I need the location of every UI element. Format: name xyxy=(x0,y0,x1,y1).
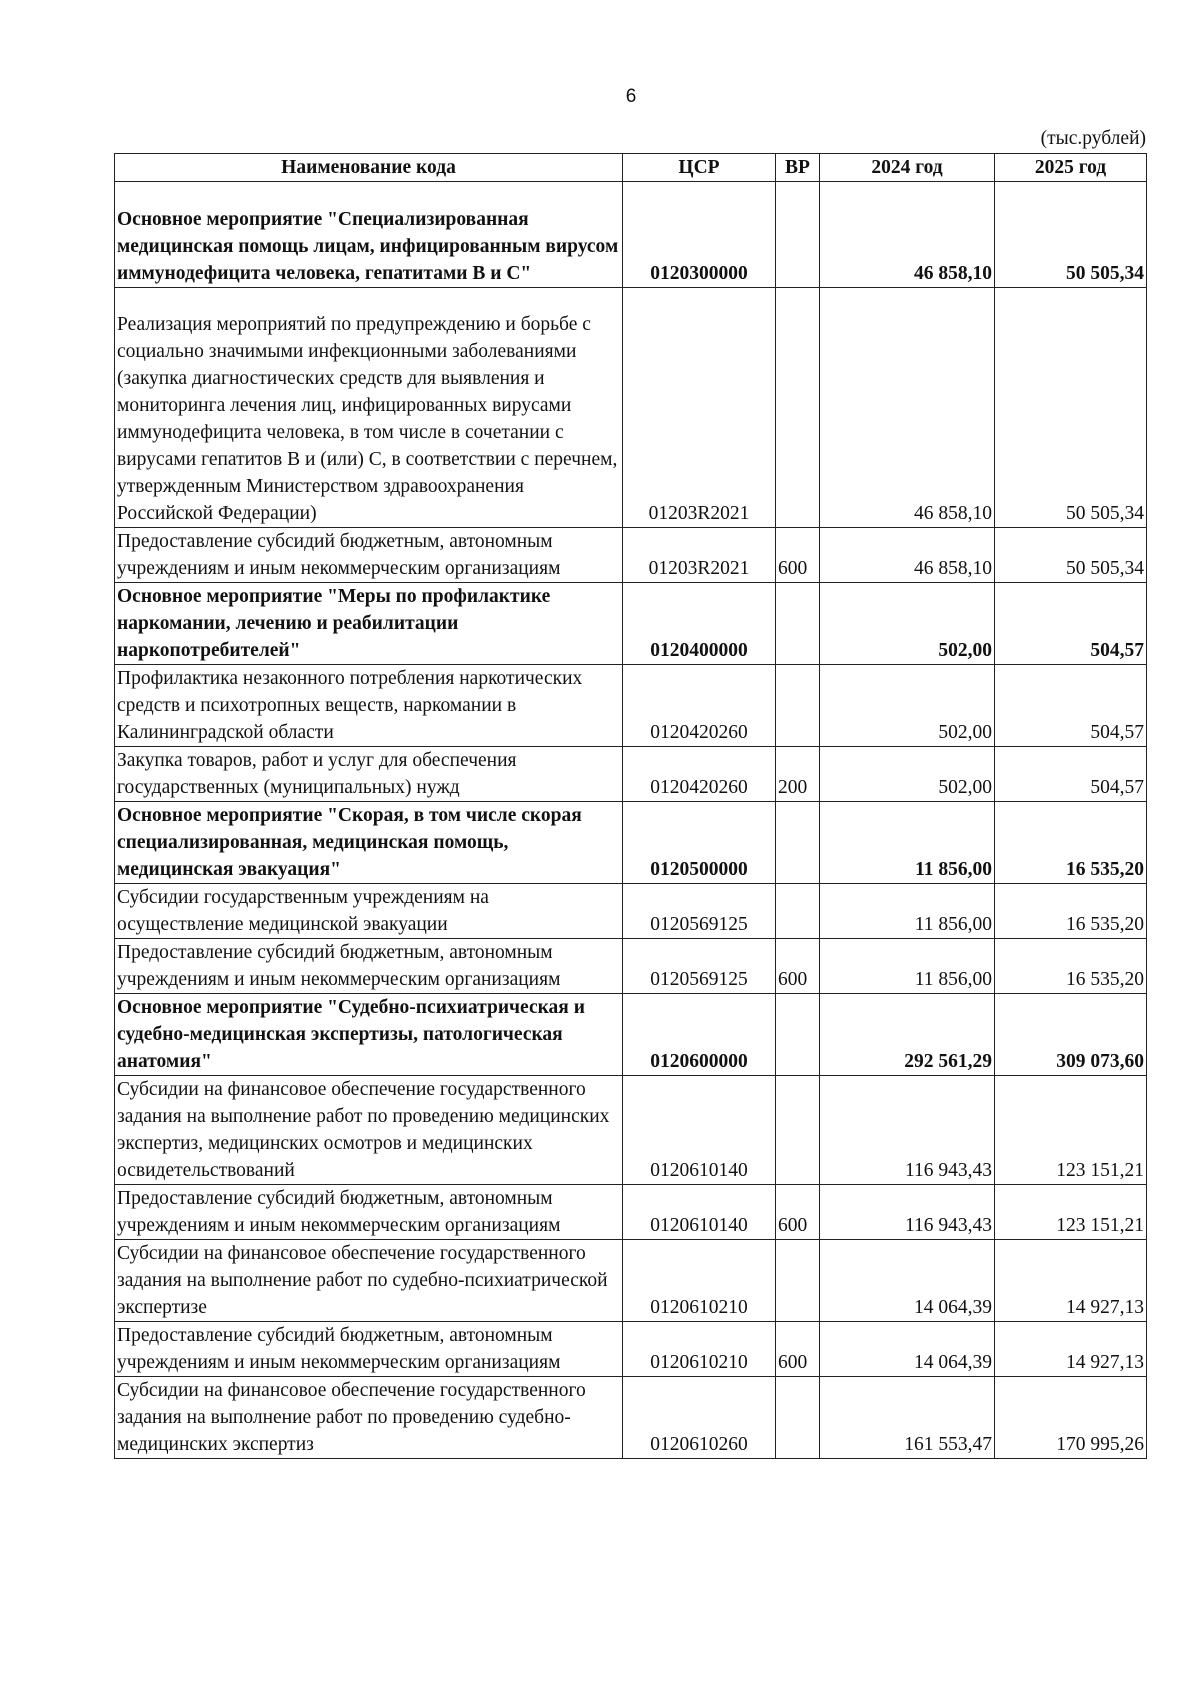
table-row xyxy=(115,802,1147,884)
cell-name: Субсидии на финансовое обеспечение государственного задания на выполнение работ по проведению судебно-медицинских экспертиз xyxy=(115,1377,623,1459)
header-name: Наименование кода xyxy=(115,154,623,182)
cell-2025: 50 505,34 xyxy=(995,288,1147,528)
cell-csr: 0120610210 xyxy=(623,1240,776,1322)
cell-2025: 14 927,13 xyxy=(995,1322,1147,1377)
cell-name: Субсидии государственным учреждениям на осуществление медицинской эвакуации xyxy=(115,884,623,939)
budget-table xyxy=(114,153,1147,1459)
cell-2024: 502,00 xyxy=(820,747,995,802)
cell-name: Профилактика незаконного потребления наркотических средств и психотропных веществ, наркомании в Калининградской области xyxy=(115,665,623,747)
cell-2024: 116 943,43 xyxy=(820,1076,995,1185)
cell-name: Предоставление субсидий бюджетным, автономным учреждениям и иным некоммерческим организациям xyxy=(115,528,623,583)
cell-2024: 502,00 xyxy=(820,665,995,747)
header-vr: ВР xyxy=(776,154,820,182)
cell-csr: 0120610210 xyxy=(623,1322,776,1377)
cell-2025: 16 535,20 xyxy=(995,802,1147,884)
table-row xyxy=(115,182,1147,288)
cell-name: Основное мероприятие "Меры по профилактике наркомании, лечению и реабилитации наркопотребителей" xyxy=(115,583,623,665)
header-2024: 2024 год xyxy=(820,154,995,182)
cell-name: Предоставление субсидий бюджетным, автономным учреждениям и иным некоммерческим организациям xyxy=(115,1185,623,1240)
cell-2025: 16 535,20 xyxy=(995,884,1147,939)
cell-vr xyxy=(776,994,820,1076)
table-row xyxy=(115,665,1147,747)
table-row xyxy=(115,747,1147,802)
cell-vr xyxy=(776,802,820,884)
table-row xyxy=(115,1240,1147,1322)
cell-2024: 11 856,00 xyxy=(820,802,995,884)
table-row xyxy=(115,994,1147,1076)
cell-vr xyxy=(776,665,820,747)
header-csr: ЦСР xyxy=(623,154,776,182)
cell-2025: 504,57 xyxy=(995,747,1147,802)
cell-name: Предоставление субсидий бюджетным, автономным учреждениям и иным некоммерческим организациям xyxy=(115,1322,623,1377)
cell-name: Субсидии на финансовое обеспечение государственного задания на выполнение работ по проведению медицинских экспертиз, медицинских осмотров и медицинских освидетельствований xyxy=(115,1076,623,1185)
cell-2025: 50 505,34 xyxy=(995,528,1147,583)
cell-2024: 14 064,39 xyxy=(820,1322,995,1377)
cell-2024: 502,00 xyxy=(820,583,995,665)
cell-2024: 46 858,10 xyxy=(820,182,995,288)
cell-vr xyxy=(776,1240,820,1322)
cell-csr: 0120500000 xyxy=(623,802,776,884)
table-row xyxy=(115,528,1147,583)
cell-csr: 01203R2021 xyxy=(623,288,776,528)
cell-name: Субсидии на финансовое обеспечение государственного задания на выполнение работ по судебно-психиатрической экспертизе xyxy=(115,1240,623,1322)
cell-vr: 600 xyxy=(776,1185,820,1240)
cell-csr: 0120610260 xyxy=(623,1377,776,1459)
cell-vr: 600 xyxy=(776,939,820,994)
table-row xyxy=(115,1377,1147,1459)
cell-csr: 01203R2021 xyxy=(623,528,776,583)
cell-vr: 600 xyxy=(776,1322,820,1377)
cell-2024: 161 553,47 xyxy=(820,1377,995,1459)
cell-2025: 123 151,21 xyxy=(995,1076,1147,1185)
cell-2024: 14 064,39 xyxy=(820,1240,995,1322)
header-2025: 2025 год xyxy=(995,154,1147,182)
table-row xyxy=(115,583,1147,665)
cell-name: Основное мероприятие "Специализированная медицинская помощь лицам, инфицированным вирусом иммунодефицита человека, гепатитами В и С" xyxy=(115,182,623,288)
cell-csr: 0120420260 xyxy=(623,665,776,747)
table-row xyxy=(115,1185,1147,1240)
cell-csr: 0120300000 xyxy=(623,182,776,288)
cell-2025: 50 505,34 xyxy=(995,182,1147,288)
cell-name: Реализация мероприятий по предупреждению и борьбе с социально значимыми инфекционными заболеваниями (закупка диагностических средств для выявления и мониторинга лечения лиц, инфицированных вирусами иммунодефицита человека, в том числе в сочетании с вирусами гепатитов В и (или) С, в соответствии с перечнем, утвержденным Министерством здравоохранения Российской Федерации) xyxy=(115,288,623,528)
cell-2024: 46 858,10 xyxy=(820,288,995,528)
cell-csr: 0120400000 xyxy=(623,583,776,665)
cell-vr xyxy=(776,182,820,288)
cell-vr xyxy=(776,288,820,528)
cell-2024: 46 858,10 xyxy=(820,528,995,583)
cell-2025: 14 927,13 xyxy=(995,1240,1147,1322)
cell-name: Закупка товаров, работ и услуг для обеспечения государственных (муниципальных) нужд xyxy=(115,747,623,802)
cell-vr: 200 xyxy=(776,747,820,802)
cell-vr xyxy=(776,1076,820,1185)
cell-2025: 170 995,26 xyxy=(995,1377,1147,1459)
table-row xyxy=(115,1322,1147,1377)
page-number: 6 xyxy=(625,86,637,107)
cell-2024: 292 561,29 xyxy=(820,994,995,1076)
units-label: (тыс.рублей) xyxy=(1040,128,1146,149)
cell-2024: 116 943,43 xyxy=(820,1185,995,1240)
cell-2024: 11 856,00 xyxy=(820,939,995,994)
cell-2025: 123 151,21 xyxy=(995,1185,1147,1240)
table-row xyxy=(115,939,1147,994)
cell-csr: 0120610140 xyxy=(623,1185,776,1240)
cell-csr: 0120600000 xyxy=(623,994,776,1076)
table-row xyxy=(115,884,1147,939)
cell-vr xyxy=(776,1377,820,1459)
cell-vr xyxy=(776,884,820,939)
table-body xyxy=(115,182,1147,1459)
cell-2025: 309 073,60 xyxy=(995,994,1147,1076)
table-row xyxy=(115,288,1147,528)
cell-name: Предоставление субсидий бюджетным, автономным учреждениям и иным некоммерческим организациям xyxy=(115,939,623,994)
header-row xyxy=(115,154,1147,182)
cell-csr: 0120569125 xyxy=(623,884,776,939)
cell-name: Основное мероприятие "Скорая, в том числе скорая специализированная, медицинская помощь, медицинская эвакуация" xyxy=(115,802,623,884)
cell-vr xyxy=(776,583,820,665)
cell-2025: 504,57 xyxy=(995,583,1147,665)
cell-2024: 11 856,00 xyxy=(820,884,995,939)
cell-2025: 16 535,20 xyxy=(995,939,1147,994)
cell-csr: 0120569125 xyxy=(623,939,776,994)
cell-csr: 0120420260 xyxy=(623,747,776,802)
table-row xyxy=(115,1076,1147,1185)
cell-name: Основное мероприятие "Судебно-психиатрическая и судебно-медицинская экспертизы, патологическая анатомия" xyxy=(115,994,623,1076)
cell-csr: 0120610140 xyxy=(623,1076,776,1185)
cell-vr: 600 xyxy=(776,528,820,583)
cell-2025: 504,57 xyxy=(995,665,1147,747)
